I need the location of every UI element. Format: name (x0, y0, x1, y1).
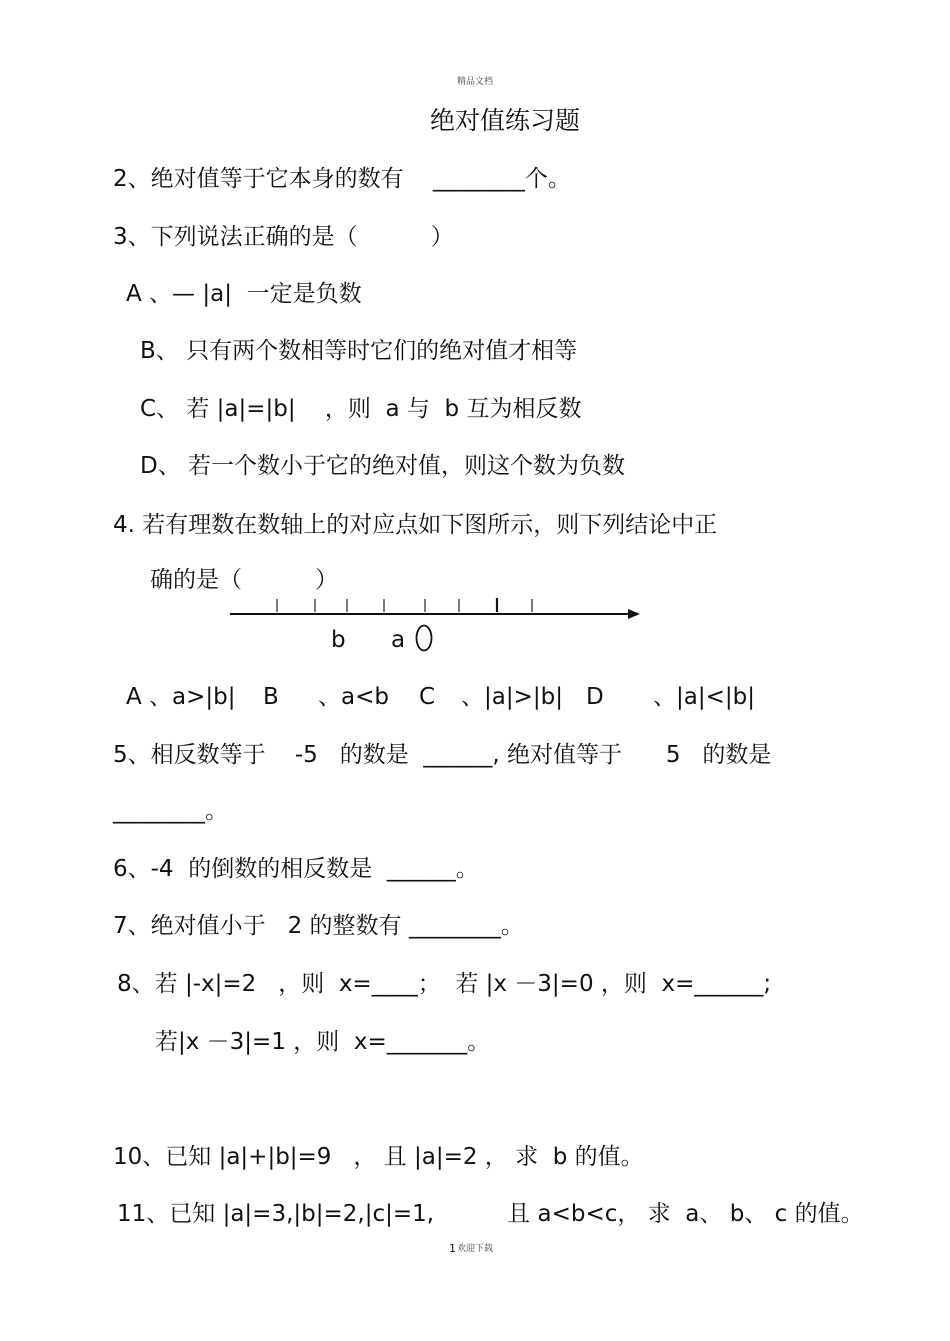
question-11: 11、已知 |a|=3,|b|=2,|c|=1, 且 a<b<c， 求 a、 b、 c 的值。 (117, 1201, 864, 1227)
page-title: 绝对值练习题 (430, 106, 581, 135)
footer-page-number: 1 (449, 1242, 456, 1255)
question-3-option-d: D、 若一个数小于它的绝对值，则这个数为负数 (140, 453, 626, 479)
header-watermark: 精品文档 (457, 77, 494, 87)
question-8-line1: 8、若 |-x|=2 ，则 x=____； 若 |x －3|=0 ，则 x=______; (117, 971, 772, 997)
question-8-line2: 若|x －3|=1 ，则 x=_______。 (155, 1029, 491, 1055)
question-4-option-b-letter: B (263, 684, 279, 710)
question-2: 2、绝对值等于它本身的数有 ________个。 (113, 166, 571, 192)
number-line-diagram (228, 596, 648, 636)
question-5-line2: ________。 (113, 798, 228, 824)
question-4-option-a: A 、a>|b| (126, 684, 236, 710)
question-3-option-c: C、 若 |a|=|b| ，则 a 与 b 互为相反数 (140, 396, 582, 422)
question-3-stem: 3、下列说法正确的是（ ） (113, 224, 454, 250)
question-4-option-c-letter: C (419, 684, 436, 710)
number-line-label-a: a (391, 627, 406, 653)
question-7: 7、绝对值小于 2 的整数有 ________。 (113, 913, 524, 939)
question-4-option-c: 、|a|>|b| (461, 684, 563, 710)
question-4-option-b: 、a<b (318, 684, 389, 710)
number-line-arrowhead (628, 609, 640, 619)
question-4-option-d: 、|a|<|b| (653, 684, 755, 710)
footer-text: 欢迎下载 (457, 1244, 494, 1254)
question-10: 10、已知 |a|+|b|=9 ， 且 |a|=2 ， 求 b 的值。 (113, 1144, 644, 1170)
question-4-stem-line2: 确的是（ ） (150, 567, 339, 593)
question-4-option-d-letter: D (586, 684, 604, 710)
question-5-line1: 5、相反数等于 -5 的数是 ______, 绝对值等于 5 的数是 (113, 742, 772, 768)
number-line-label-b: b (331, 627, 346, 653)
origin-zero-marker (413, 623, 435, 653)
question-4-stem-line1: 4. 若有理数在数轴上的对应点如下图所示，则下列结论中正 (113, 512, 718, 538)
question-3-option-b: B、 只有两个数相等时它们的绝对值才相等 (140, 338, 578, 364)
question-3-option-a: A 、— |a| 一定是负数 (126, 281, 362, 307)
question-6: 6、-4 的倒数的相反数是 ______。 (113, 856, 479, 882)
